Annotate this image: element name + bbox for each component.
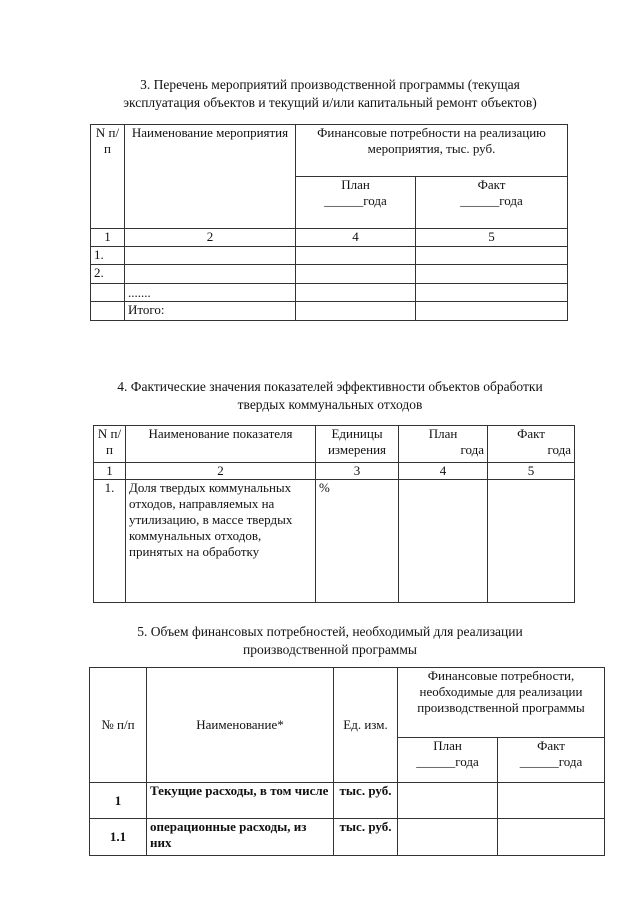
cell bbox=[399, 480, 488, 603]
table-row bbox=[94, 480, 575, 603]
cell bbox=[296, 302, 416, 321]
header-fin: Финансовые потребности, необходимые для реализации производственной программы bbox=[398, 668, 605, 738]
header-unit: Ед. изм. bbox=[334, 668, 398, 783]
year-label: года bbox=[460, 442, 484, 457]
col-number: 5 bbox=[488, 463, 575, 480]
cell bbox=[296, 265, 416, 284]
row-unit: % bbox=[316, 480, 399, 603]
col-number: 4 bbox=[399, 463, 488, 480]
header-fin: Финансовые потребности на реализацию мероприятия, тыс. руб. bbox=[296, 125, 568, 177]
row-num bbox=[91, 284, 125, 302]
year-label: ______года bbox=[460, 193, 523, 208]
row-name: Текущие расходы, в том числе bbox=[147, 783, 334, 819]
cell bbox=[488, 480, 575, 603]
header-unit: Единицы измерения bbox=[316, 426, 399, 463]
header-num: N п/п bbox=[94, 426, 126, 463]
header-fact bbox=[498, 738, 605, 783]
col-number: 3 bbox=[316, 463, 399, 480]
row-num bbox=[91, 302, 125, 321]
row-name: Доля твердых коммунальных отходов, направляемых на утилизацию, в массе твердых коммунальных отходов, принятых на обработку bbox=[126, 480, 316, 603]
fact-label: Факт bbox=[537, 738, 565, 753]
header-name: Наименование* bbox=[147, 668, 334, 783]
row-name: Итого: bbox=[125, 302, 296, 321]
title-line: 4. Фактические значения показателей эффективности объектов обработки bbox=[117, 379, 543, 394]
header-fact bbox=[416, 177, 568, 229]
title-line: твердых коммунальных отходов bbox=[237, 397, 423, 412]
cell bbox=[416, 284, 568, 302]
header-plan bbox=[399, 426, 488, 463]
header-plan bbox=[398, 738, 498, 783]
title-line: 3. Перечень мероприятий производственной программы (текущая bbox=[140, 77, 520, 92]
table-row bbox=[90, 819, 605, 856]
plan-label: План bbox=[433, 738, 462, 753]
row-name bbox=[125, 247, 296, 265]
cell bbox=[498, 783, 605, 819]
title-line: 5. Объем финансовых потребностей, необходимый для реализации bbox=[137, 624, 523, 639]
row-num: 1 bbox=[90, 783, 147, 819]
cell bbox=[498, 819, 605, 856]
table-row bbox=[91, 302, 568, 321]
col-number: 2 bbox=[125, 229, 296, 247]
row-unit: тыс. руб. bbox=[334, 819, 398, 856]
table-row bbox=[91, 247, 568, 265]
fact-label: Факт bbox=[477, 177, 506, 192]
row-name: операционные расходы, из них bbox=[147, 819, 334, 856]
section5-table bbox=[89, 667, 605, 856]
year-label: года bbox=[547, 442, 571, 457]
year-label: ______года bbox=[416, 754, 479, 769]
cell bbox=[296, 284, 416, 302]
col-number: 4 bbox=[296, 229, 416, 247]
row-name bbox=[125, 265, 296, 284]
row-num: 1. bbox=[94, 480, 126, 603]
cell bbox=[416, 247, 568, 265]
cell bbox=[398, 783, 498, 819]
header-plan bbox=[296, 177, 416, 229]
row-num: 1. bbox=[91, 247, 125, 265]
fact-label: Факт bbox=[517, 426, 545, 441]
cell bbox=[416, 265, 568, 284]
row-name: ....... bbox=[125, 284, 296, 302]
header-num: N п/п bbox=[91, 125, 125, 229]
plan-label: План bbox=[428, 426, 458, 441]
table-row bbox=[91, 284, 568, 302]
section4-title bbox=[60, 378, 600, 414]
cell bbox=[398, 819, 498, 856]
table-row bbox=[90, 783, 605, 819]
col-number: 1 bbox=[94, 463, 126, 480]
section3-table bbox=[90, 124, 568, 321]
header-fact bbox=[488, 426, 575, 463]
table-row bbox=[91, 265, 568, 284]
header-name: Наименование мероприятия bbox=[125, 125, 296, 229]
col-number: 1 bbox=[91, 229, 125, 247]
cell bbox=[416, 302, 568, 321]
section4-table bbox=[93, 425, 575, 603]
row-num: 2. bbox=[91, 265, 125, 284]
header-name: Наименование показателя bbox=[126, 426, 316, 463]
row-unit: тыс. руб. bbox=[334, 783, 398, 819]
title-line: эксплуатация объектов и текущий и/или капитальный ремонт объектов) bbox=[123, 95, 537, 110]
plan-label: План bbox=[341, 177, 370, 192]
section3-title bbox=[60, 76, 600, 112]
title-line: производственной программы bbox=[243, 642, 417, 657]
year-label: ______года bbox=[519, 754, 583, 769]
section5-title bbox=[60, 623, 600, 659]
row-num: 1.1 bbox=[90, 819, 147, 856]
header-num: № п/п bbox=[90, 668, 147, 783]
cell bbox=[296, 247, 416, 265]
col-number: 5 bbox=[416, 229, 568, 247]
year-label: ______года bbox=[324, 193, 387, 208]
col-number: 2 bbox=[126, 463, 316, 480]
